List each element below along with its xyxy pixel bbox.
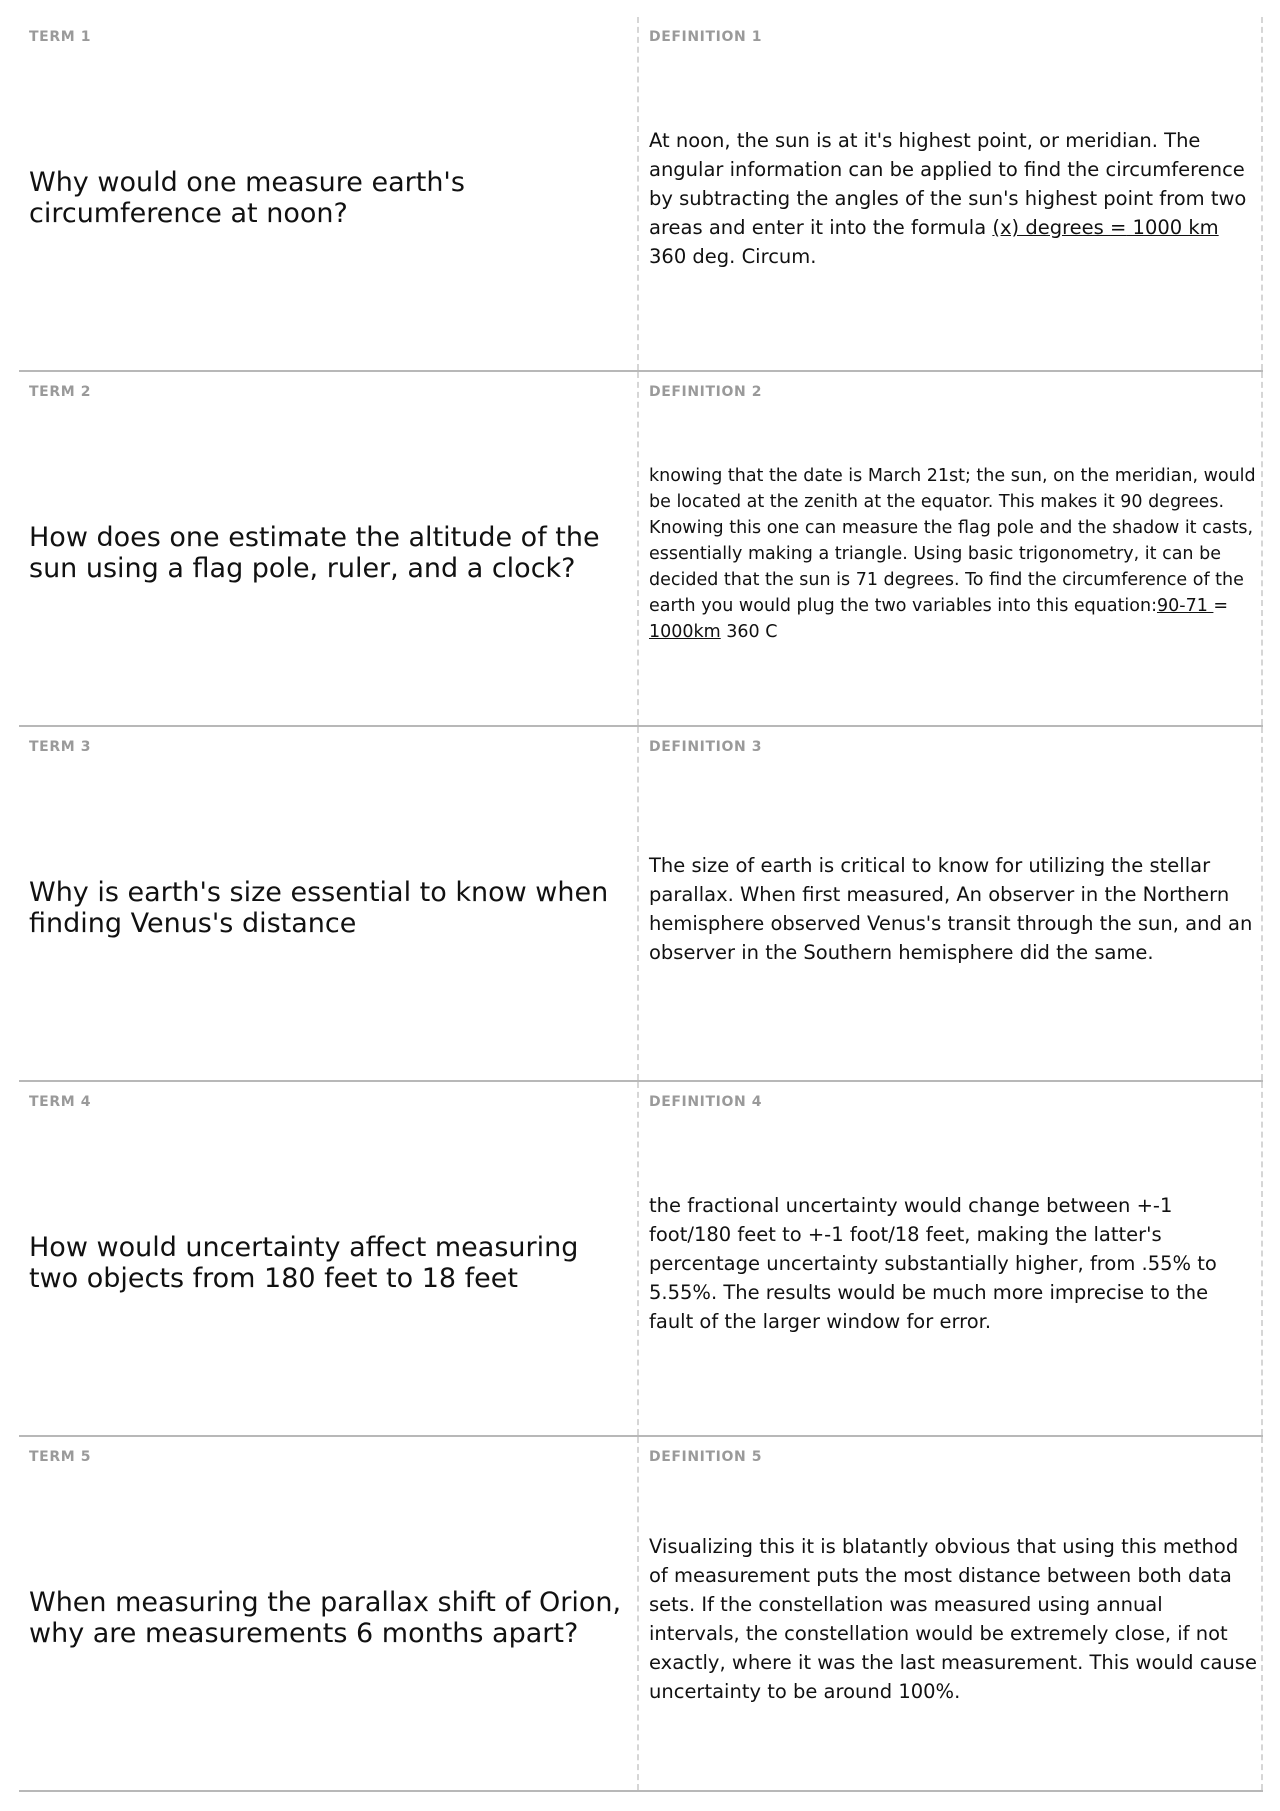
term-text: Why would one measure earth's circumference at noon? (29, 166, 465, 229)
card-3 (19, 727, 1263, 1082)
definition-cell-1 (639, 17, 1263, 370)
term-label: TERM 5 (29, 1449, 92, 1465)
term-label: TERM 4 (29, 1094, 92, 1110)
formula-rhs: 1000 km (1126, 216, 1219, 239)
term-text: Why is earth's size essential to know when finding Venus's distance (29, 876, 609, 939)
definition-cell-2 (639, 372, 1263, 725)
definition-label: DEFINITION 2 (649, 384, 763, 400)
formula-equals: = (1213, 595, 1229, 616)
term-text: When measuring the parallax shift of Orion, why are measurements 6 months apart? (29, 1586, 622, 1649)
card-5 (19, 1437, 1263, 1792)
definition-text (649, 126, 1257, 271)
term-text: How does one estimate the altitude of the sun using a flag pole, ruler, and a clock? (29, 521, 600, 584)
definition-label: DEFINITION 5 (649, 1449, 763, 1465)
formula-rhs: 1000km (649, 621, 721, 642)
formula-numerator: 90-71 (1157, 595, 1214, 616)
definition-label: DEFINITION 1 (649, 29, 763, 45)
formula-tail: 360 C (720, 621, 778, 642)
card-4 (19, 1082, 1263, 1437)
formula-equals: = (1110, 216, 1127, 239)
card-1 (19, 17, 1263, 372)
definition-cell-4 (639, 1082, 1263, 1435)
term-label: TERM 2 (29, 384, 92, 400)
term-cell-4 (19, 1082, 639, 1435)
term-cell-5 (19, 1437, 639, 1790)
definition-body: knowing that the date is March 21st; the sun, on the meridian, would be located at the zenith at the equator. This makes it 90 degrees. Knowing this one can measure the flag pole and the shadow it casts, essentially making a triangle. Using basic trigonometry, it can be decided that the sun is 71 degrees. To find the circumference of the earth you would plug the two variables into this equation: (649, 465, 1256, 616)
definition-text (649, 463, 1257, 645)
term-cell-1 (19, 17, 639, 370)
formula-tail: 360 deg. Circum. (649, 245, 817, 268)
term-cell-3 (19, 727, 639, 1080)
formula-numerator: (x) degrees (992, 216, 1111, 239)
definition-text: the fractional uncertainty would change between +-1 foot/180 feet to +-1 foot/18 feet, making the latter's percentage uncertainty substantially higher, from .55% to 5.55%. The results would be much more imprecise to the fault of the larger window for error. (649, 1194, 1217, 1333)
definition-text: Visualizing this it is blatantly obvious that using this method of measurement puts the most distance between both data sets. If the constellation was measured using annual intervals, the constellation would be extremely close, if not exactly, where it was the last measurement. This would cause uncertainty to be around 100%. (649, 1534, 1257, 1703)
term-label: TERM 1 (29, 29, 92, 45)
definition-cell-3 (639, 727, 1263, 1080)
definition-label: DEFINITION 3 (649, 739, 763, 755)
definition-label: DEFINITION 4 (649, 1094, 763, 1110)
flashcard-sheet (19, 17, 1263, 1792)
definition-text: The size of earth is critical to know for utilizing the stellar parallax. When first measured, An observer in the Northern hemisphere observed Venus's transit through the sun, and an observer in the Southern hemisphere did the same. (649, 853, 1253, 964)
definition-body: At noon, the sun is at it's highest point, or meridian. The angular information can be applied to find the circumference by subtracting the angles of the sun's highest point from two areas and enter it into the formula (649, 129, 1247, 239)
card-2 (19, 372, 1263, 727)
term-cell-2 (19, 372, 639, 725)
term-text: How would uncertainty affect measuring two objects from 180 feet to 18 feet (29, 1231, 579, 1294)
term-label: TERM 3 (29, 739, 92, 755)
definition-cell-5 (639, 1437, 1263, 1790)
